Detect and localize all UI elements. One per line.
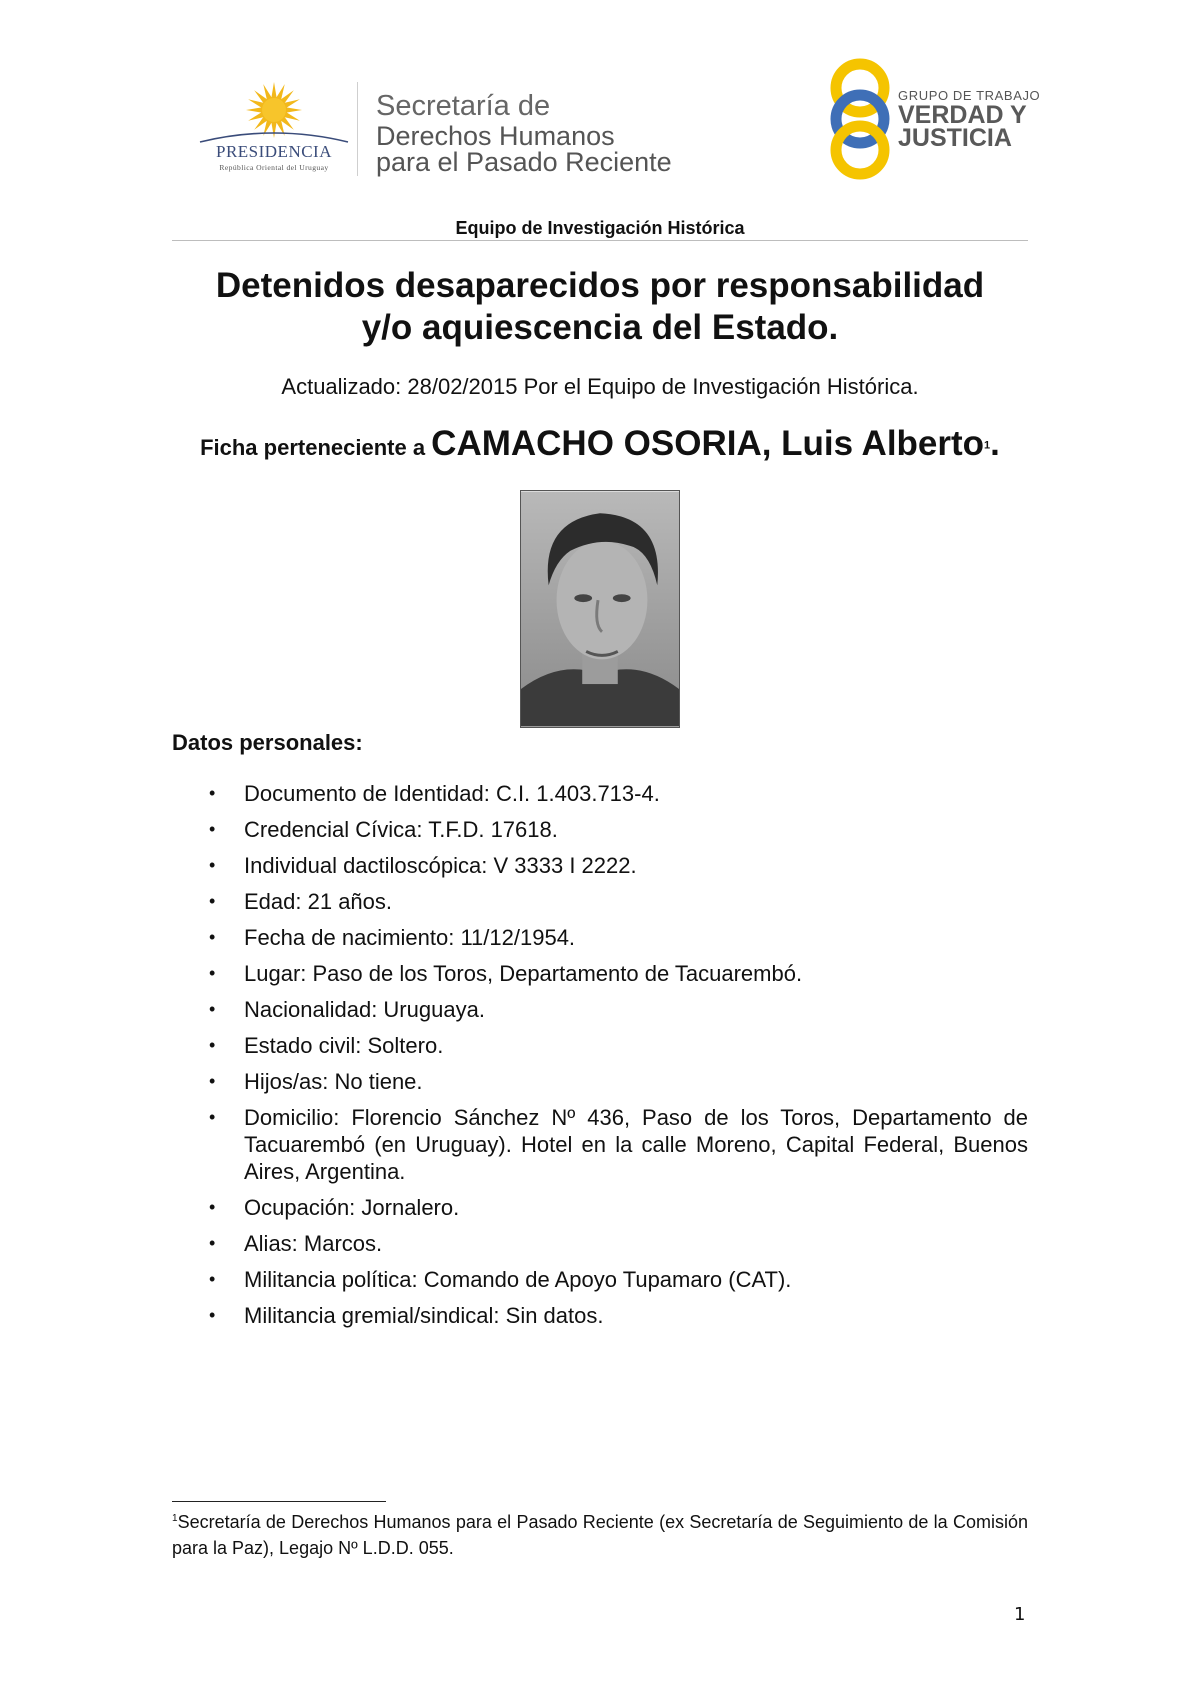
- ficha-period: .: [990, 424, 1000, 463]
- list-item: [172, 1104, 1028, 1185]
- footnote-text: Secretaría de Derechos Humanos para el Pasado Reciente (ex Secretaría de Seguimiento de la Comisión para la Paz), Legajo Nº L.D.D. 055.: [172, 1512, 1028, 1558]
- justicia-label: JUSTICIA: [898, 124, 1012, 152]
- presidencia-wordmark: PRESIDENCIA: [215, 142, 332, 161]
- bullet-icon: •: [209, 963, 216, 983]
- list-item: [172, 924, 1028, 951]
- bullet-icon: •: [209, 1107, 216, 1127]
- header-divider: [357, 82, 358, 176]
- list-item: [172, 1068, 1028, 1095]
- footnote-rule: [172, 1501, 386, 1502]
- team-heading: Equipo de Investigación Histórica: [455, 218, 745, 238]
- page-number: 1: [1014, 1604, 1026, 1625]
- bullet-icon: •: [209, 1035, 216, 1055]
- item-text: Estado civil: Soltero.: [244, 1033, 444, 1058]
- item-text: Credencial Cívica: T.F.D. 17618.: [244, 817, 558, 842]
- item-text: Lugar: Paso de los Toros, Departamento de Tacuarembó.: [244, 961, 803, 986]
- footnote: [172, 1506, 1028, 1561]
- updated-line: Actualizado: 28/02/2015 Por el Equipo de Investigación Histórica.: [281, 374, 919, 399]
- bullet-icon: •: [209, 1269, 216, 1289]
- grupo-trabajo-label: GRUPO DE TRABAJO: [898, 88, 1041, 103]
- bullet-icon: •: [209, 1197, 216, 1217]
- item-text: Militancia política: Comando de Apoyo Tupamaro (CAT).: [244, 1267, 792, 1292]
- list-item: [172, 996, 1028, 1023]
- secretaria-line-2: Derechos Humanos: [376, 121, 615, 151]
- list-item: [172, 1302, 1028, 1329]
- item-text: Individual dactiloscópica: V 3333 I 2222.: [244, 853, 637, 878]
- list-item: [172, 1266, 1028, 1293]
- ficha-prefix: Ficha perteneciente a: [200, 435, 432, 460]
- bullet-icon: •: [209, 819, 216, 839]
- bullet-icon: •: [209, 999, 216, 1019]
- page-title-line-2: y/o aquiescencia del Estado.: [361, 308, 839, 347]
- bullet-icon: •: [209, 1071, 216, 1091]
- item-text: Hijos/as: No tiene.: [244, 1069, 423, 1094]
- list-item: [172, 888, 1028, 915]
- page-title-line-1: Detenidos desaparecidos por responsabilidad: [215, 266, 985, 305]
- item-text: Domicilio: Florencio Sánchez Nº 436, Paso de los Toros, Departamento de Tacuarembó (en Uruguay). Hotel en la calle Moreno, Capital Federal, Buenos Aires, Argentina.: [244, 1105, 1028, 1184]
- secretaria-line-1: Secretaría de: [376, 90, 551, 122]
- bullet-icon: •: [209, 1305, 216, 1325]
- list-item: [172, 1032, 1028, 1059]
- verdad-justicia-rings-logo: [822, 56, 898, 182]
- list-item: [172, 960, 1028, 987]
- footnote-number: 1: [172, 1513, 178, 1524]
- list-item: [172, 852, 1028, 879]
- item-text: Militancia gremial/sindical: Sin datos.: [244, 1303, 604, 1328]
- section-heading-datos: Datos personales:: [172, 730, 363, 755]
- list-item: [172, 780, 1028, 807]
- portrait-photo: [520, 490, 680, 728]
- list-item: [172, 816, 1028, 843]
- item-text: Fecha de nacimiento: 11/12/1954.: [244, 925, 576, 950]
- team-rule: [172, 240, 1028, 241]
- bullet-icon: •: [209, 855, 216, 875]
- presidencia-subtitle: República Oriental del Uruguay: [219, 163, 329, 172]
- personal-data-list: [172, 780, 1028, 1338]
- item-text: Nacionalidad: Uruguaya.: [244, 997, 485, 1022]
- bullet-icon: •: [209, 783, 216, 803]
- bullet-icon: •: [209, 927, 216, 947]
- verdad-label: VERDAD Y: [898, 101, 1027, 129]
- item-text: Edad: 21 años.: [244, 889, 393, 914]
- item-text: Documento de Identidad: C.I. 1.403.713-4.: [244, 781, 660, 806]
- footnote-ref[interactable]: 1: [984, 439, 991, 452]
- item-text: Ocupación: Jornalero.: [244, 1195, 460, 1220]
- bullet-icon: •: [209, 891, 216, 911]
- list-item: [172, 1194, 1028, 1221]
- person-name: CAMACHO OSORIA, Luis Alberto: [431, 424, 985, 463]
- secretaria-line-3: para el Pasado Reciente: [376, 147, 672, 177]
- list-item: [172, 1230, 1028, 1257]
- ficha-line: [120, 424, 1080, 464]
- bullet-icon: •: [209, 1233, 216, 1253]
- item-text: Alias: Marcos.: [244, 1231, 383, 1256]
